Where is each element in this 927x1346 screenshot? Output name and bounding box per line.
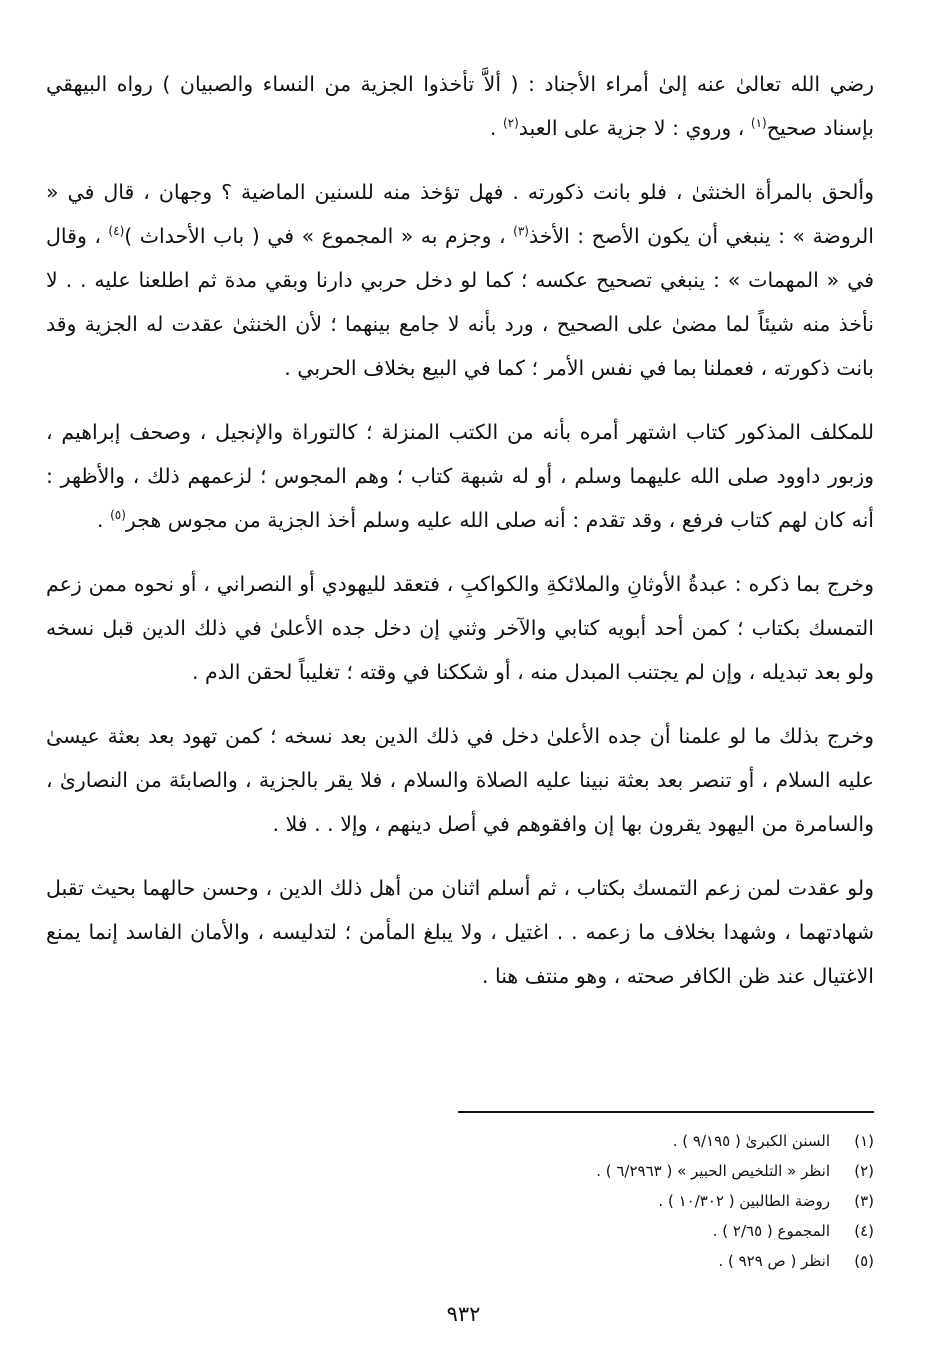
footnote-text: روضة الطالبين ( ١٠/٣٠٢ ) . [658,1192,830,1210]
footnote-number: (٢) [854,1162,874,1180]
paragraph [46,714,874,846]
paragraph-text: رضي الله تعالىٰ عنه إلىٰ أمراء الأجناد : ( ألاَّ تأخذوا الجزية من النساء والصبيان ) رواه البيهقي بإسناد صحيح [46,72,874,140]
paragraph-text: ، وروي : لا جزية على العبد [518,116,751,140]
footnote [374,1126,874,1156]
footnote-text: المجموع ( ٢/٦٥ ) . [712,1222,830,1240]
footnote-number: (٤) [854,1222,874,1240]
footnotes-list [374,1126,874,1276]
paragraph-text: ، وجزم به « المجموع » في ( باب الأحداث ) [124,224,514,248]
footnote [374,1186,874,1216]
footnote-ref: (٣) [513,224,529,239]
paragraph [46,62,874,150]
paragraph-text: وألحق بالمرأة الخنثىٰ ، فلو بانت ذكورته . فهل تؤخذ منه للسنين الماضية ؟ وجهان ، قال في « الروضة » : ينبغي أن يكون الأصح : الأخذ [46,180,874,248]
paragraph-text: للمكلف المذكور كتاب اشتهر أمره بأنه من الكتب المنزلة ؛ كالتوراة والإنجيل ، وصحف إبراهيم ، وزبور داوود صلى الله عليهما وسلم ، أو له شبهة كتاب ؛ وهم المجوس ؛ لزعمهم ذلك ، والأظهر : أنه كان لهم كتاب فرفع ، وقد تقدم : أنه صلى الله عليه وسلم أخذ الجزية من مجوس هجر [46,420,874,532]
paragraph-text: . [97,508,111,532]
paragraph-text: ، وقال في « المهمات » : ينبغي تصحيح عكسه ؛ كما لو دخل حربي دارنا وبقي مدة ثم اطلعنا عليه . . لا نأخذ منه شيئاً لما مضىٰ على الصحيح ، ورد بأنه لا جامع بينهما ؛ لأن الخنثىٰ عقدت له الجزية وقد بانت ذكورته ، فعملنا بما في نفس الأمر ؛ كما في البيع بخلاف الحربي . [46,224,874,380]
footnote-text: انظر « التلخيص الحبير » ( ٦/٢٩٦٣ ) . [596,1162,830,1180]
footnote [374,1246,874,1276]
paragraph-text: . [489,116,503,140]
footnote-text: انظر ( ص ٩٢٩ ) . [718,1252,830,1270]
paragraph-text: وخرج بذلك ما لو علمنا أن جده الأعلىٰ دخل في ذلك الدين بعد نسخه ؛ كمن تهود بعد بعثة عيسىٰ عليه السلام ، أو تنصر بعد بعثة نبينا عليه الصلاة والسلام ، فلا يقر بالجزية ، والصابئة من النصارىٰ ، والسامرة من اليهود يقرون بها إن وافقوهم في أصل دينهم ، وإلا . . فلا . [46,724,874,836]
paragraph-text: وخرج بما ذكره : عبدةُ الأوثانِ والملائكةِ والكواكبِ ، فتعقد لليهودي أو النصراني ، أو نحوه ممن زعم التمسك بكتاب ؛ كمن أحد أبويه كتابي والآخر وثني إن دخل جده الأعلىٰ في ذلك الدين قبل نسخه ولو بعد تبديله ، وإن لم يجتنب المبدل منه ، أو شككنا في وقته ؛ تغليباً لحقن الدم . [46,572,874,684]
footnote-ref: (٢) [502,116,519,131]
footnote [374,1156,874,1186]
page-body [46,62,874,1018]
footnote [374,1216,874,1246]
paragraph [46,562,874,694]
paragraph [46,866,874,998]
page-number: ٩٣٢ [446,1302,481,1326]
footnote-number: (٥) [854,1252,874,1270]
footnote-ref: (٤) [108,224,125,239]
paragraph-text: ولو عقدت لمن زعم التمسك بكتاب ، ثم أسلم اثنان من أهل ذلك الدين ، وحسن حالهما بحيث تقبل شهادتهما ، وشهدا بخلاف ما زعمه . . اغتيل ، ولا يبلغ المأمن ؛ لتدليسه ، والأمان الفاسد إنما يمنع الاغتيال عند ظن الكافر صحته ، وهو منتف هنا . [46,876,874,988]
footnote-number: (٣) [854,1192,874,1210]
paragraph [46,410,874,542]
paragraph [46,170,874,390]
footnote-ref: (٥) [110,508,126,523]
footnote-number: (١) [854,1132,874,1150]
footnote-separator [458,1111,874,1113]
footnote-text: السنن الكبرىٰ ( ٩/١٩٥ ) . [672,1132,830,1150]
footnote-ref: (١) [750,116,767,131]
